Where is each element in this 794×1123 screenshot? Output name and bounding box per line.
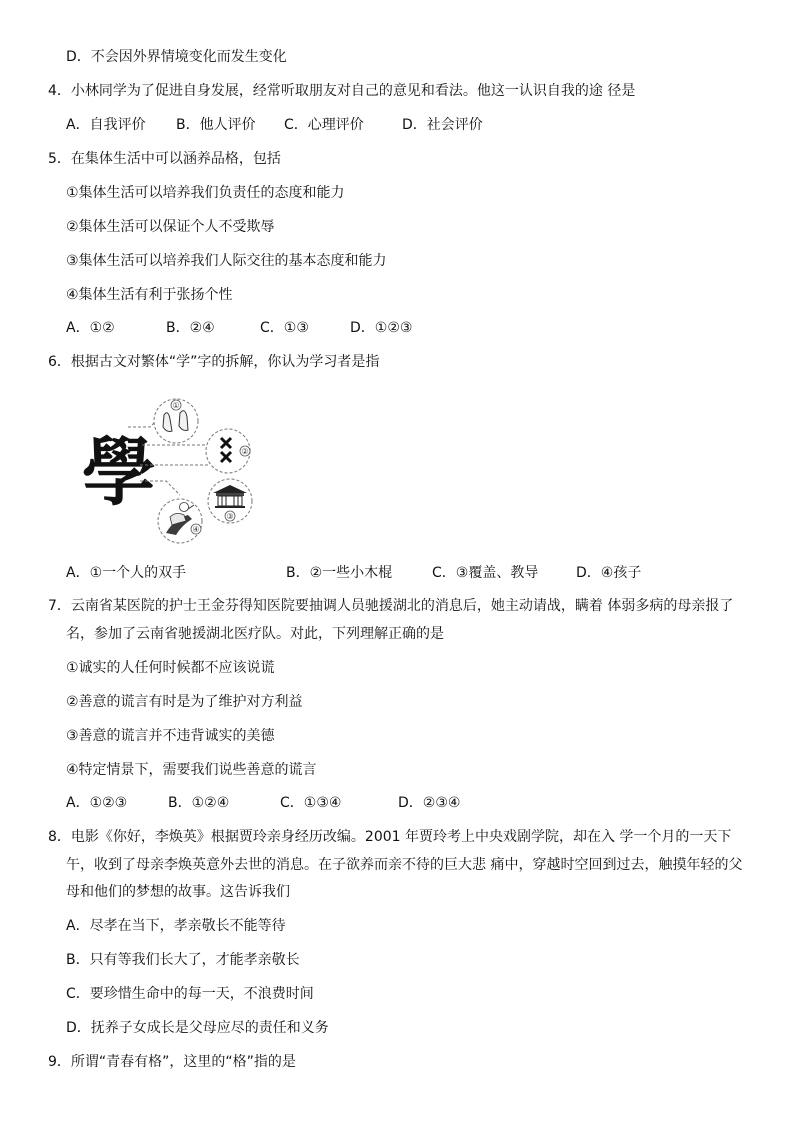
xue-character-figure bbox=[80, 395, 260, 545]
xue-seal-glyph: 學 bbox=[82, 430, 156, 516]
q8-stem-line-3: 母和他们的梦想的故事。这告诉我们 bbox=[66, 884, 290, 900]
q8-stem-line-1: 8．电影《你好，李焕英》根据贾玲亲身经历改编。2001 年贾玲考上中央戏剧学院，却在入 学一个月的一天下 bbox=[48, 829, 732, 845]
q3-option-d: D．不会因外界情境变化而发生变化 bbox=[66, 49, 287, 65]
q5-option-d: D．①②③ bbox=[350, 320, 413, 336]
q7-stem-line-1: 7．云南省某医院的护士王金芬得知医院要抽调人员驰援湖北的消息后，她主动请战，瞒着 体弱多病的母亲报了 bbox=[48, 598, 734, 614]
cross-sticks-icon bbox=[206, 429, 250, 473]
q8-option-a: A．尽孝在当下，孝亲敬长不能等待 bbox=[66, 918, 286, 934]
q8-option-c: C．要珍惜生命中的每一天，不浪费时间 bbox=[66, 986, 314, 1002]
house-icon bbox=[208, 479, 252, 523]
q9-stem: 9．所谓“青春有格”，这里的“格”指的是 bbox=[48, 1054, 296, 1070]
q8-option-b: B．只有等我们长大了，才能孝亲敬长 bbox=[66, 952, 300, 968]
q8-option-d: D．抚养子女成长是父母应尽的责任和义务 bbox=[66, 1020, 329, 1036]
q7-item-2: ②善意的谎言有时是为了维护对方利益 bbox=[66, 694, 303, 710]
q5-item-3: ③集体生活可以培养我们人际交往的基本态度和能力 bbox=[66, 253, 387, 269]
q5-item-2: ②集体生活可以保证个人不受欺辱 bbox=[66, 219, 275, 235]
q7-option-d: D．②③④ bbox=[398, 795, 461, 811]
figure-label-2: ② bbox=[241, 447, 249, 456]
q6-option-a: A．①一个人的双手 bbox=[66, 565, 187, 581]
q5-stem: 5．在集体生活中可以涵养品格，包括 bbox=[48, 151, 281, 167]
q4-option-c: C．心理评价 bbox=[284, 117, 364, 133]
q7-option-a: A．①②③ bbox=[66, 795, 128, 811]
q4-option-a: A．自我评价 bbox=[66, 117, 146, 133]
q4-stem: 4．小林同学为了促进自身发展，经常听取朋友对自己的意见和看法。他这一认识自我的途 径是 bbox=[48, 83, 636, 99]
q5-option-c: C．①③ bbox=[260, 320, 309, 336]
q6-option-b: B．②一些小木棍 bbox=[286, 565, 393, 581]
q4-option-d: D．社会评价 bbox=[402, 117, 483, 133]
figure-label-3: ③ bbox=[226, 512, 234, 521]
q5-item-1: ①集体生活可以培养我们负责任的态度和能力 bbox=[66, 185, 345, 201]
q6-stem: 6．根据古文对繁体“学”字的拆解，你认为学习者是指 bbox=[48, 354, 380, 370]
child-icon bbox=[158, 499, 202, 543]
q5-option-a: A．①② bbox=[66, 320, 115, 336]
q8-stem-line-2: 午，收到了母亲李焕英意外去世的消息。在子欲养而亲不待的巨大悲 痛中，穿越时空回到过去，触摸年轻的父 bbox=[66, 857, 743, 873]
q5-option-b: B．②④ bbox=[166, 320, 215, 336]
q7-option-b: B．①②④ bbox=[168, 795, 230, 811]
q6-option-c: C．③覆盖、教导 bbox=[432, 565, 539, 581]
q7-stem-line-2: 名，参加了云南省驰援湖北医疗队。对此，下列理解正确的是 bbox=[66, 626, 444, 642]
q5-item-4: ④集体生活有利于张扬个性 bbox=[66, 287, 233, 303]
hands-icon bbox=[154, 399, 198, 443]
figure-label-4: ④ bbox=[192, 525, 200, 534]
q7-item-1: ①诚实的人任何时候都不应该说谎 bbox=[66, 660, 275, 676]
q4-option-b: B．他人评价 bbox=[176, 117, 256, 133]
q7-item-4: ④特定情景下，需要我们说些善意的谎言 bbox=[66, 762, 317, 778]
figure-label-1: ① bbox=[172, 401, 180, 410]
q7-option-c: C．①③④ bbox=[280, 795, 342, 811]
q6-option-d: D．④孩子 bbox=[576, 565, 642, 581]
q7-item-3: ③善意的谎言并不违背诚实的美德 bbox=[66, 728, 275, 744]
